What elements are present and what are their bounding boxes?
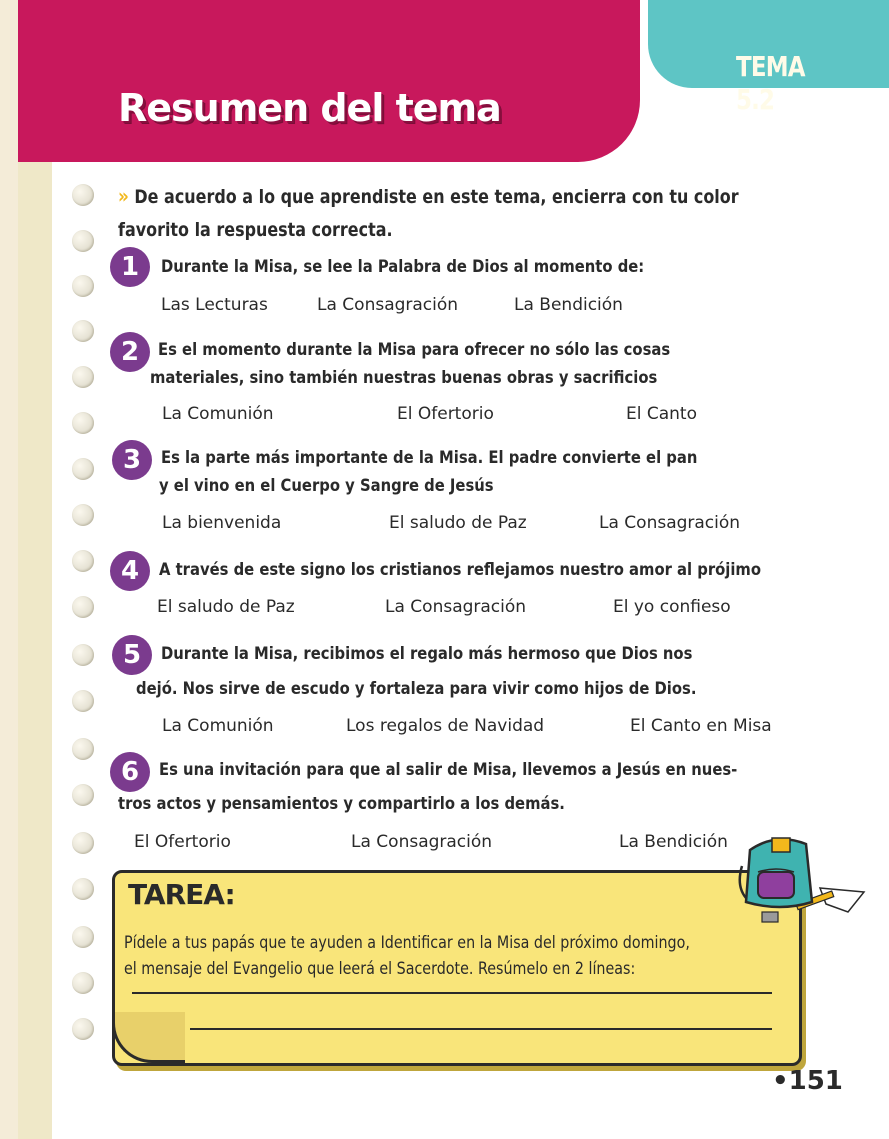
answer-option[interactable]: El yo confieso: [613, 597, 731, 617]
instruction: [118, 180, 738, 247]
hole: [72, 275, 94, 297]
hole: [72, 412, 94, 434]
backpack-icon: [736, 832, 870, 928]
question-text: materiales, sino también nuestras buenas obras y sacrificios: [150, 368, 658, 388]
hole: [72, 972, 94, 994]
hole: [72, 878, 94, 900]
page-number: •151: [772, 1066, 843, 1096]
double-arrow-icon: »: [118, 184, 124, 208]
answer-option[interactable]: La Consagración: [385, 597, 527, 617]
hole: [72, 926, 94, 948]
hole: [72, 366, 94, 388]
homework-title: TAREA:: [128, 878, 235, 911]
answer-option[interactable]: La Bendición: [514, 295, 623, 315]
answer-option[interactable]: La Consagración: [351, 832, 493, 852]
question-text: dejó. Nos sirve de escudo y fortaleza para vivir como hijos de Dios.: [136, 679, 697, 699]
answer-option[interactable]: El Canto en Misa: [630, 716, 772, 736]
question-text: tros actos y pensamientos y compartirlo a los demás.: [118, 794, 565, 814]
hole: [72, 690, 94, 712]
answer-option[interactable]: La Comunión: [162, 404, 274, 424]
question-text: Durante la Misa, recibimos el regalo más hermoso que Dios nos: [161, 644, 693, 664]
question-number-badge: 6: [110, 752, 150, 792]
homework-line-2: el mensaje del Evangelio que leerá el Sacerdote. Resúmelo en 2 líneas:: [124, 959, 636, 979]
answer-option[interactable]: La Comunión: [162, 716, 274, 736]
answer-option[interactable]: Los regalos de Navidad: [346, 716, 545, 736]
answer-option[interactable]: La Consagración: [599, 513, 741, 533]
answer-option[interactable]: Las Lecturas: [161, 295, 268, 315]
hole: [72, 230, 94, 252]
instruction-text: De acuerdo a lo que aprendiste en este tema, encierra con tu color favorito la respuesta correcta.: [118, 186, 739, 241]
answer-option[interactable]: La bienvenida: [162, 513, 282, 533]
answer-option[interactable]: El Ofertorio: [134, 832, 231, 852]
page-title: Resumen del tema: [118, 86, 501, 130]
hole: [72, 738, 94, 760]
hole: [72, 550, 94, 572]
header-banner: [18, 0, 640, 162]
question-text: y el vino en el Cuerpo y Sangre de Jesús: [159, 476, 494, 496]
hole: [72, 1018, 94, 1040]
answer-line[interactable]: [132, 992, 772, 994]
tema-label: TEMA 5.2: [736, 50, 805, 116]
answer-line[interactable]: [190, 1028, 772, 1030]
question-number-badge: 2: [110, 332, 150, 372]
paper-icon: [820, 888, 864, 912]
hole: [72, 458, 94, 480]
homework-line-1: Pídele a tus papás que te ayuden a Identificar en la Misa del próximo domingo,: [124, 933, 690, 953]
question-text: Es la parte más importante de la Misa. El padre convierte el pan: [161, 448, 698, 468]
question-number-badge: 4: [110, 551, 150, 591]
answer-option[interactable]: El saludo de Paz: [389, 513, 527, 533]
hole: [72, 184, 94, 206]
question-text: Durante la Misa, se lee la Palabra de Dios al momento de:: [161, 257, 645, 277]
hole: [72, 320, 94, 342]
question-text: A través de este signo los cristianos reflejamos nuestro amor al prójimo: [159, 560, 761, 580]
homework-text: [124, 930, 796, 982]
hole: [72, 644, 94, 666]
answer-option[interactable]: La Bendición: [619, 832, 728, 852]
notebook-margin: [18, 160, 52, 1139]
hole: [72, 784, 94, 806]
answer-option[interactable]: La Consagración: [317, 295, 459, 315]
question-text: Es el momento durante la Misa para ofrecer no sólo las cosas: [158, 340, 671, 360]
question-number-badge: 1: [110, 247, 150, 287]
question-text: Es una invitación para que al salir de Misa, llevemos a Jesús en nues-: [159, 760, 738, 780]
question-number-badge: 3: [112, 440, 152, 480]
answer-option[interactable]: El saludo de Paz: [157, 597, 295, 617]
hole: [72, 832, 94, 854]
question-number-badge: 5: [112, 635, 152, 675]
hole: [72, 596, 94, 618]
hole: [72, 504, 94, 526]
answer-option[interactable]: El Ofertorio: [397, 404, 494, 424]
answer-option[interactable]: El Canto: [626, 404, 697, 424]
